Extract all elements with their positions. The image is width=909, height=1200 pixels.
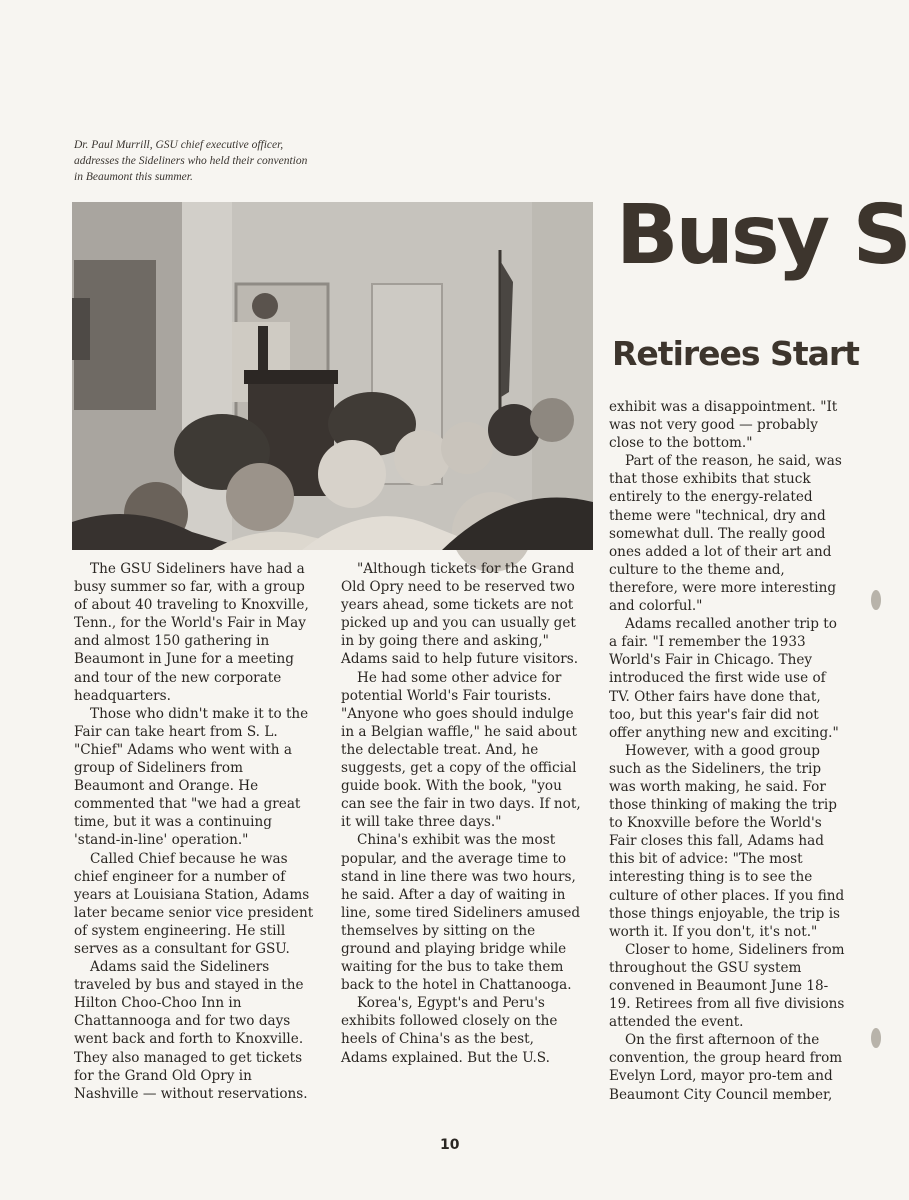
paragraph: China's exhibit was the most popular, and the average time to stand in line there was two hours, he said. After a day of waiting in line, some tired Sideliners amused themselves by sitting on the ground and playing bridge while waiting for the bus to take them back to the hotel in Chattanooga. (341, 832, 581, 994)
page-number: 10 (440, 1137, 460, 1153)
paragraph: Closer to home, Sideliners from throughout the GSU system convened in Beaumont June 18-19. Retirees from all five divisions attended the event. (609, 941, 845, 1031)
article-column-2 (341, 560, 581, 1067)
paragraph: Called Chief because he was chief engineer for a number of years at Louisiana Station, Adams later became senior vice president of system engineering. He still serves as a consultant for GSU. (74, 850, 314, 957)
paragraph: Adams recalled another trip to a fair. "I remember the 1933 World's Fair in Chicago. They introduced the first wide use of TV. Other fairs have done that, too, but this year's fair did not offer anything new and exciting." (609, 616, 839, 741)
article-column-1 (74, 560, 314, 1103)
paragraph: However, with a good group such as the Sideliners, the trip was worth making, he said. For those thinking of making the trip to Knoxville before the World's Fair closes this fall, Adams had this bit of advice: "The most interesting thing is to see the culture of other places. If you find those things enjoyable, the trip is worth it. If you don't, it's not." (609, 742, 845, 940)
paragraph: On the first afternoon of the convention, the group heard from Evelyn Lord, mayor pro-tem and Beaumont City Council member, (609, 1032, 843, 1103)
paragraph: Those who didn't make it to the Fair can take heart from S. L. "Chief" Adams who went with a group of Sideliners from Beaumont and Orange. He commented that "we had a great time, but it was a continuing 'stand-in-line' operation." (74, 705, 309, 849)
paragraph: Adams said the Sideliners traveled by bus and stayed in the Hilton Choo-Choo Inn in Chattannooga and for two days went back and forth to Knoxville. They also managed to get tickets for the Grand Old Opry in Nashville — without reservations. (74, 959, 308, 1102)
article-column-3 (609, 398, 849, 1104)
subheadline: Retirees Start (612, 334, 859, 373)
photo-caption: Dr. Paul Murrill, GSU chief executive officer, addresses the Sideliners who held their convention in Beaumont this summer. (74, 139, 308, 183)
binding-marks (860, 580, 876, 1080)
paragraph: exhibit was a disappointment. "It was not very good — probably close to the bottom." (609, 399, 838, 452)
paragraph: "Although tickets for the Grand Old Opry need to be reserved two years ahead, some tickets are not picked up and you can usually get in by going there and asking," Adams said to help future visitors. (341, 561, 579, 668)
paragraph: The GSU Sideliners have had a busy summer so far, with a group of about 40 traveling to Knoxville, Tenn., for the World's Fair in May and almost 150 gathering in Beaumont in June for a meeting and tour of the new corporate headquarters. (74, 561, 309, 704)
convention-photo (72, 202, 593, 550)
headline: Busy S (616, 188, 909, 283)
photo-illustration (72, 202, 593, 550)
paragraph: Korea's, Egypt's and Peru's exhibits followed closely on the heels of China's as the best, Adams explained. But the U.S. (341, 995, 558, 1066)
paragraph: He had some other advice for potential World's Fair tourists. "Anyone who goes should indulge in a Belgian waffle," he said about the delectable treat. And, he suggests, get a copy of the official guide book. With the book, "you can see the fair in two days. If not, it will take three days." (341, 669, 581, 831)
paragraph: Part of the reason, he said, was that those exhibits that stuck entirely to the energy-related theme were "technical, dry and somewhat dull. The really good ones added a lot of their art and culture to the theme and, therefore, were more interesting and colorful." (609, 453, 842, 615)
